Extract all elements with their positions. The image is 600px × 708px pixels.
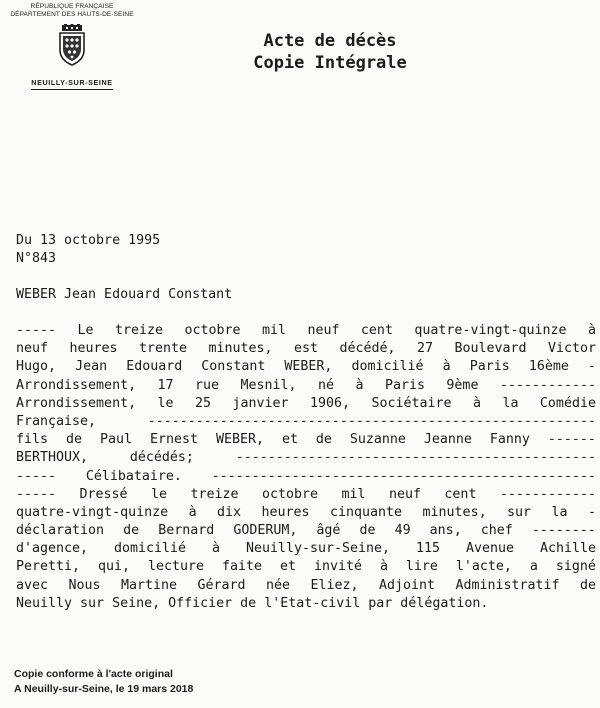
body-line <box>16 522 596 540</box>
body-word: heures <box>69 341 118 357</box>
body-line <box>16 431 596 449</box>
body-line <box>16 358 596 376</box>
body-line <box>16 377 596 395</box>
body-word: - <box>587 359 596 375</box>
body-word: Peretti, <box>16 559 81 575</box>
body-word: de <box>65 432 82 448</box>
body-word: Neuilly <box>16 595 73 611</box>
body-word: âgé <box>316 523 341 539</box>
body-word: de <box>359 523 376 539</box>
body-word: déclaration <box>16 523 105 539</box>
town-name: NEUILLY-SUR-SEINE <box>31 78 112 90</box>
body-word: 16ème <box>528 359 569 375</box>
body-line <box>16 322 596 340</box>
body-word: octobre <box>184 323 241 338</box>
body-word: lecture <box>147 559 205 575</box>
body-word: 27 <box>416 341 433 357</box>
body-word: 9ème <box>446 377 479 393</box>
body-word: sur <box>80 595 105 611</box>
body-word: domicilié <box>114 541 187 557</box>
body-word: et <box>281 432 298 448</box>
body-word: décédé, <box>339 341 396 357</box>
body-word: 1906, <box>309 395 351 411</box>
body-word: 49 <box>394 523 411 539</box>
body-word: domicilié <box>351 359 424 375</box>
body-word: Arrondissement, <box>16 395 137 411</box>
body-word: minutes, <box>208 341 273 357</box>
body-word: Mesnil, <box>240 377 297 393</box>
body-word: quatre-vingt-quinze <box>414 323 567 338</box>
body-word: neuf <box>388 486 421 502</box>
body-word: d'agence, <box>16 541 89 557</box>
body-word: WEBER, <box>284 359 333 375</box>
body-word: Administratif <box>455 577 560 593</box>
body-word: 115 <box>416 541 441 557</box>
body-word: Seine, <box>112 595 161 611</box>
body-word: ------------------------------------------------ <box>211 468 596 484</box>
body-line <box>16 577 596 595</box>
body-word: ans, <box>429 523 462 539</box>
body-word: est <box>293 341 319 357</box>
body-word: ----- <box>16 323 57 338</box>
body-word: décédés; <box>129 450 194 466</box>
body-word: rue <box>195 377 220 393</box>
body-word: Célibataire. <box>85 468 182 484</box>
body-line <box>16 413 596 431</box>
body-word: Dressé <box>79 486 128 502</box>
certification-place-date: A Neuilly-sur-Seine, le 19 mars 2018 <box>14 683 194 695</box>
department-label: DÉPARTEMENT DES HAUTS-DE-SEINE <box>10 11 134 18</box>
body-line <box>16 486 596 504</box>
body-word: qui, <box>98 559 131 575</box>
body-word: l'Etat-civil <box>264 595 361 611</box>
body-word: signé <box>555 559 596 575</box>
body-line <box>16 468 596 486</box>
body-word: neuf <box>16 341 49 357</box>
body-word: Gérard <box>197 577 246 593</box>
body-word: Française, <box>16 413 97 429</box>
act-body <box>16 322 596 613</box>
body-line <box>16 504 596 522</box>
body-word: heures <box>261 504 310 520</box>
body-word: invité <box>313 559 362 575</box>
body-word: de <box>240 595 257 611</box>
body-word: -------------------------------------------------------- <box>147 413 596 429</box>
body-word: à <box>212 541 221 557</box>
body-word: Boulevard <box>454 341 527 357</box>
body-word: treize <box>114 323 163 338</box>
body-word: la <box>502 395 519 411</box>
body-word: Fanny <box>489 432 530 448</box>
body-word: trente <box>138 341 188 357</box>
body-word: Jeanne <box>423 432 472 448</box>
body-word: janvier <box>232 395 289 411</box>
body-word: octobre <box>261 486 318 502</box>
body-word: 25 <box>195 395 212 411</box>
body-word: Victor <box>547 341 596 357</box>
body-word: dix <box>217 504 242 520</box>
body-word: sur <box>507 504 532 520</box>
body-word: à <box>355 377 364 393</box>
body-word: Avenue <box>465 541 515 557</box>
body-word: a <box>529 559 538 575</box>
body-word: Paul <box>99 432 132 448</box>
body-word: Bernard <box>158 523 215 539</box>
body-word: à <box>379 559 388 575</box>
body-word: cent <box>360 323 393 338</box>
body-line <box>16 449 596 467</box>
body-word: Paris <box>469 359 510 375</box>
record-number: N°843 <box>16 251 57 266</box>
body-word: Achille <box>539 541 596 557</box>
body-word: treize <box>190 486 239 502</box>
body-word: fils <box>16 432 49 448</box>
body-line <box>16 595 596 613</box>
body-word: GODERUM, <box>233 523 298 539</box>
body-word: par <box>368 595 393 611</box>
body-line <box>16 558 596 576</box>
certification-footer <box>14 667 193 697</box>
body-line <box>16 395 596 413</box>
body-word: de <box>579 577 596 593</box>
body-word: de <box>315 432 332 448</box>
coat-of-arms-icon <box>57 24 87 66</box>
certification-line: Copie conforme à l'acte original <box>14 668 173 680</box>
body-word: ----- <box>16 486 57 502</box>
body-word: le <box>150 486 167 502</box>
body-line <box>16 540 596 558</box>
body-word: Constant <box>201 359 266 375</box>
body-word: l'acte, <box>455 559 512 575</box>
body-word: à <box>587 323 596 338</box>
body-word: à <box>442 359 451 375</box>
body-word: Eliez, <box>310 577 359 593</box>
body-word: cent <box>444 486 477 502</box>
body-word: ------------ <box>499 486 596 502</box>
body-word: Officier <box>168 595 233 611</box>
body-line <box>16 340 596 358</box>
body-word: ----- <box>16 468 57 484</box>
body-word: Suzanne <box>349 432 406 448</box>
body-word: Adjoint <box>378 577 435 593</box>
body-word: 17 <box>157 377 174 393</box>
body-word: à <box>472 395 481 411</box>
body-word: - <box>587 504 596 520</box>
body-word: mil <box>341 486 366 502</box>
body-word: la <box>551 504 568 520</box>
municipal-header <box>10 3 134 90</box>
body-word: Ernest <box>149 432 198 448</box>
body-word: et <box>279 559 296 575</box>
body-word: Le <box>77 323 94 338</box>
record-date: Du 13 octobre 1995 <box>16 233 161 248</box>
body-word: mil <box>261 323 286 338</box>
body-word: de <box>123 523 140 539</box>
body-word: Edouard <box>126 359 183 375</box>
body-word: BERTHOUX, <box>16 450 89 466</box>
body-word: cinquante <box>330 504 403 520</box>
document-title: Acte de décès <box>263 31 397 51</box>
body-word: quatre-vingt-quinze <box>16 504 169 520</box>
document-subtitle: Copie Intégrale <box>253 53 407 73</box>
body-word: Neuilly-sur-Seine, <box>245 541 391 557</box>
body-word: Paris <box>384 377 425 393</box>
republic-label: RÉPUBLIQUE FRANÇAISE <box>30 3 114 10</box>
body-word: le <box>157 395 174 411</box>
body-word: Martine <box>120 577 178 593</box>
body-word: --------------------------------------------- <box>235 450 596 466</box>
body-word: à <box>188 504 197 520</box>
body-word: lire <box>405 559 438 575</box>
body-word: ------ <box>547 432 596 448</box>
deceased-name: WEBER Jean Edouard Constant <box>16 287 233 302</box>
body-word: ------------ <box>499 377 596 393</box>
body-word: WEBER, <box>215 432 264 448</box>
body-word: née <box>265 577 290 593</box>
body-word: Hugo, <box>16 359 57 375</box>
body-word: minutes, <box>422 504 487 520</box>
body-word: né <box>318 377 335 393</box>
body-word: avec <box>16 577 49 593</box>
body-word: Comédie <box>539 395 596 411</box>
body-word: Sociétaire <box>371 395 452 411</box>
body-word: chef <box>480 523 513 539</box>
body-word: Arrondissement, <box>16 377 137 393</box>
body-word: neuf <box>307 323 340 338</box>
body-word: délégation. <box>400 595 489 611</box>
body-word: Jean <box>75 359 108 375</box>
body-word: Nous <box>68 577 101 593</box>
body-word: -------- <box>531 523 596 539</box>
body-word: faite <box>221 559 263 575</box>
